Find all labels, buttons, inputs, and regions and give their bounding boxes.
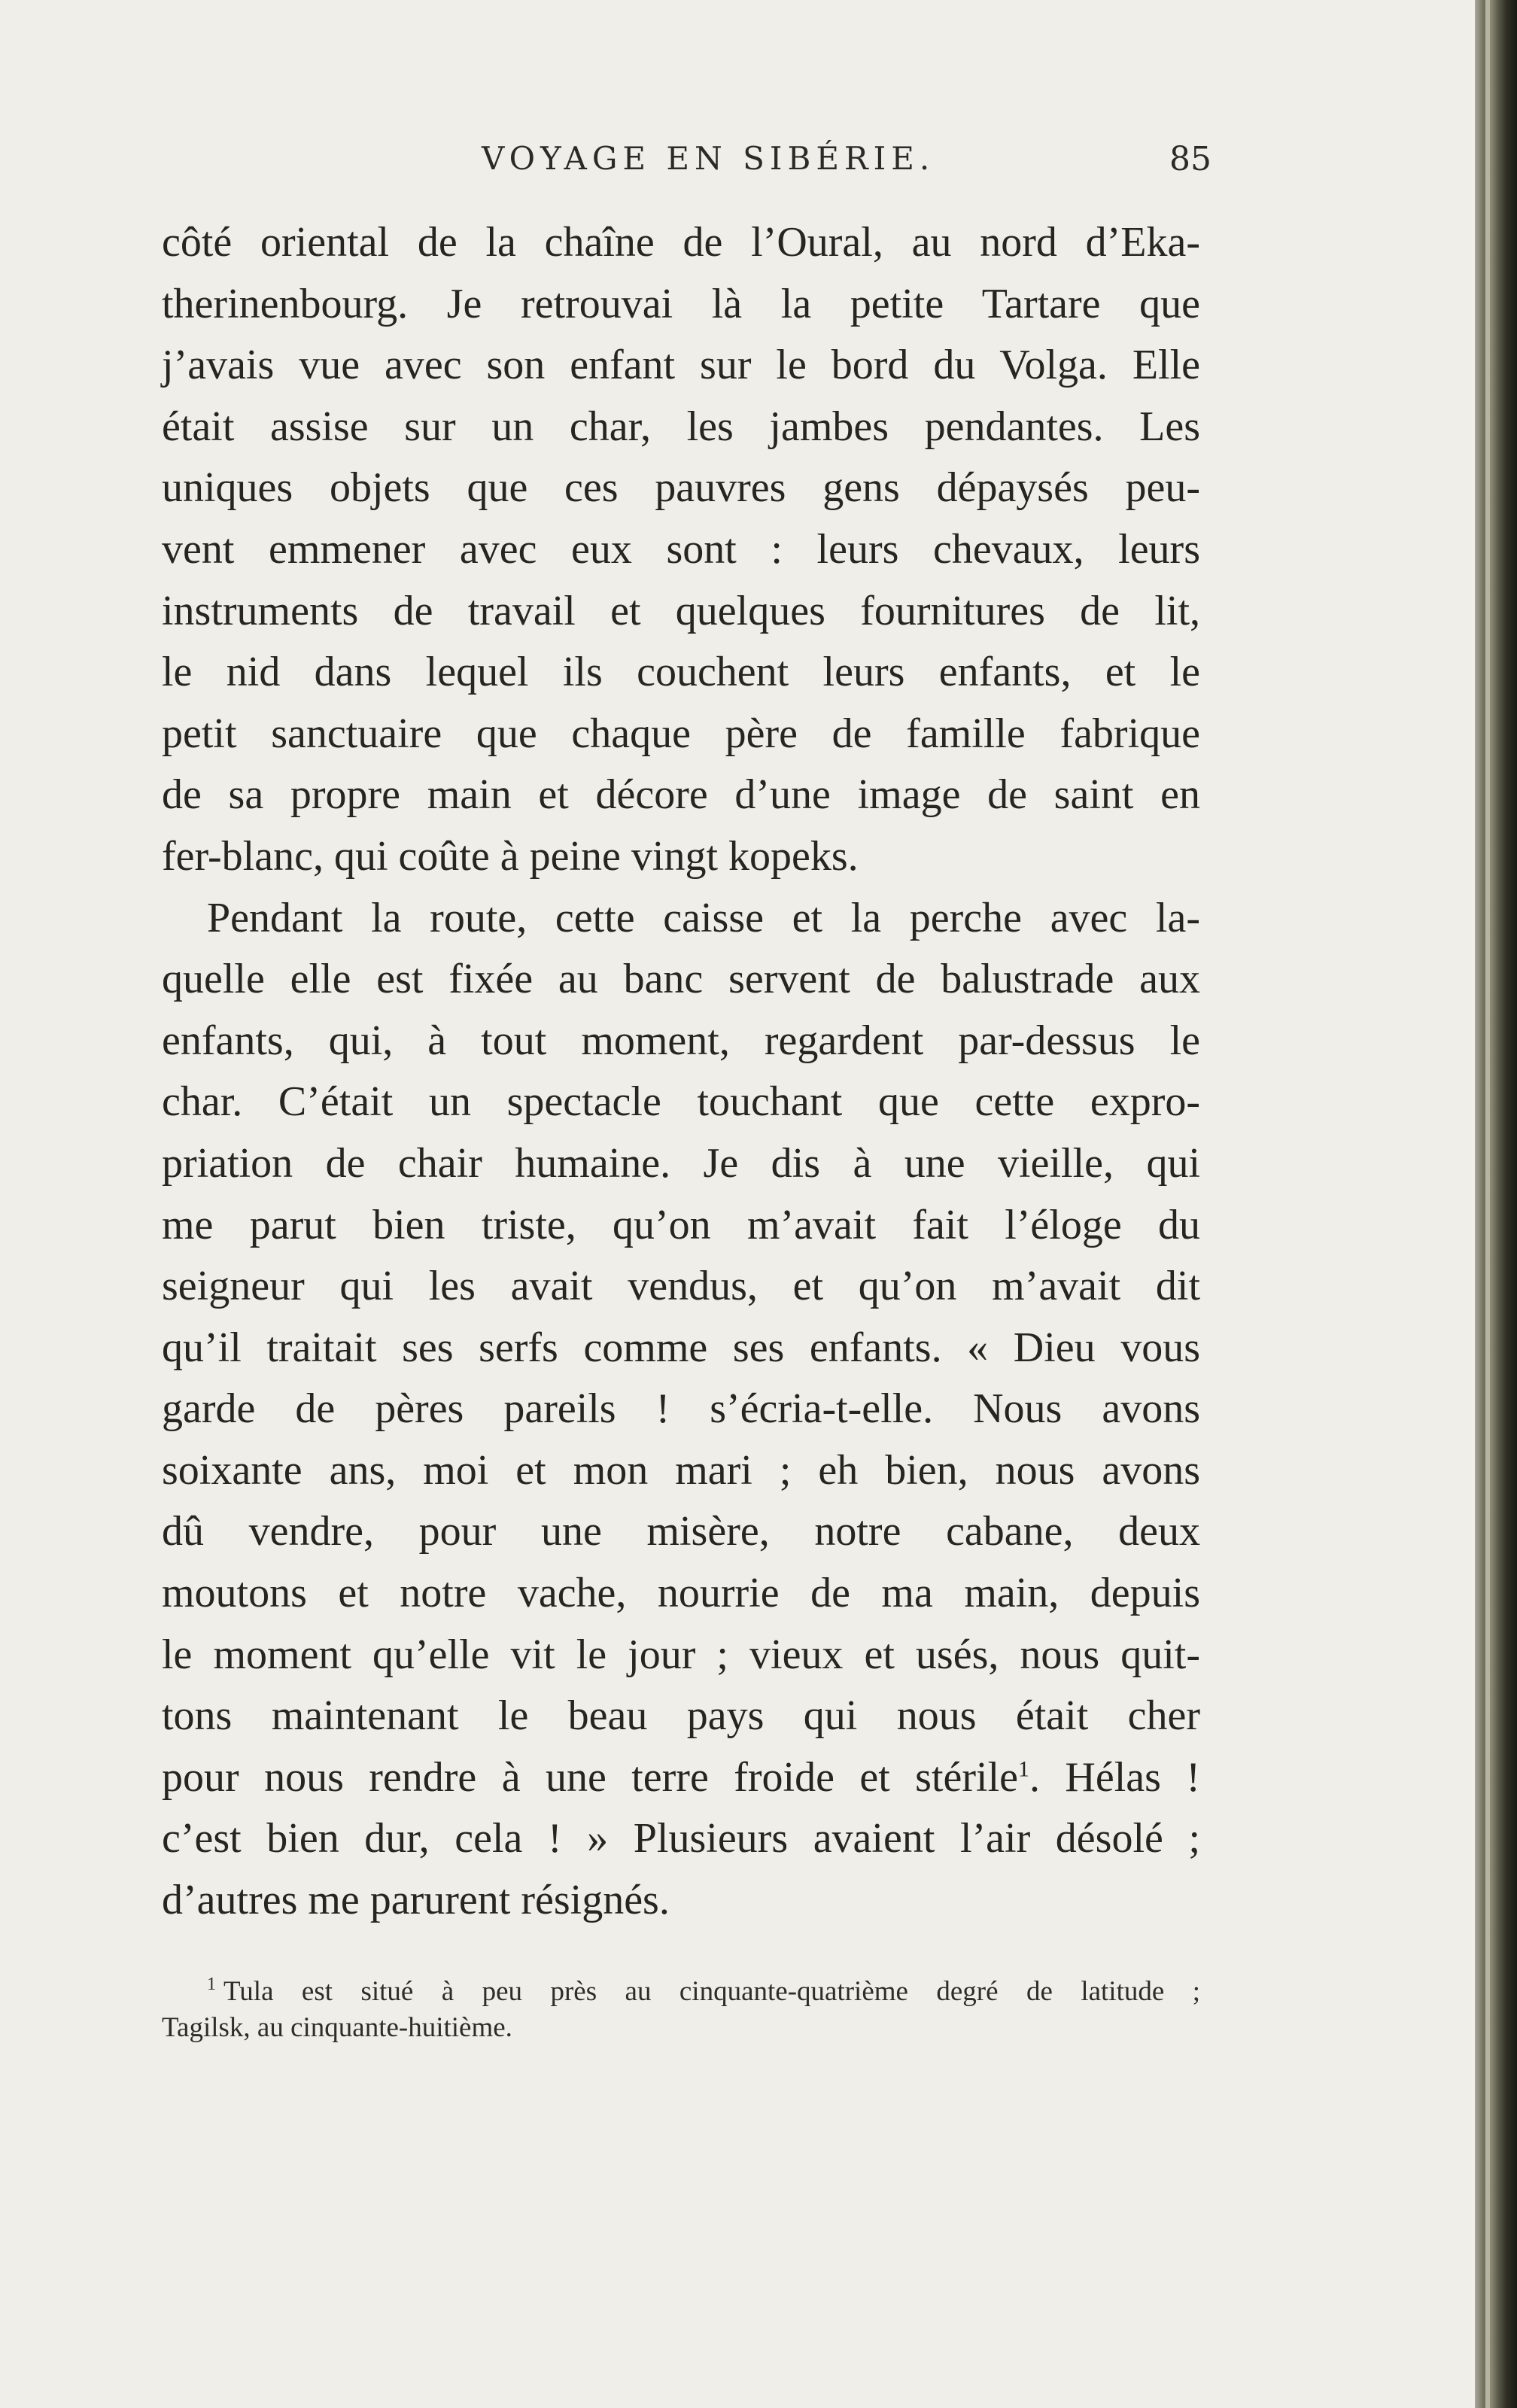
text-line: était assise sur un char, les jambes pendantes. Les [162,403,1200,450]
text-line: vent emmener avec eux sont : leurs chevaux, leurs [162,525,1200,573]
footnote-line [162,1963,1200,2006]
text-line: me parut bien triste, qu’on m’avait fait l’éloge du [162,1201,1200,1248]
text-line: le moment qu’elle vit le jour ; vieux et usés, nous quit- [162,1631,1200,1678]
text-line: tons maintenant le beau pays qui nous était cher [162,1692,1200,1740]
book-binding-edge [1475,0,1517,2408]
text-line: priation de chair humaine. Je dis à une vieille, qui [162,1139,1200,1187]
text-line: instruments de travail et quelques fournitures de lit, [162,587,1200,634]
text-line: fer-blanc, qui coûte à peine vingt kopeks. [162,832,859,880]
text-line: seigneur qui les avait vendus, et qu’on m’avait dit [162,1263,1200,1310]
footnote-marker: 1 [207,1975,216,1994]
text-line: de sa propre main et décore d’une image de saint en [162,771,1200,819]
text-line: moutons et notre vache, nourrie de ma main, depuis [162,1570,1200,1617]
footnote-text: Tula est situé à peu près au cinquante-quatrième degré de latitude ; [223,1976,1200,2007]
text-line: qu’il traitait ses serfs comme ses enfants. « Dieu vous [162,1324,1200,1371]
text-line: garde de pères pareils ! s’écria-t-elle. Nous avons [162,1385,1200,1433]
text-line: d’autres me parurent résignés. [162,1877,670,1924]
text-line: uniques objets que ces pauvres gens dépaysés peu- [162,464,1200,512]
running-title: VOYAGE EN SIBÉRIE. [482,140,935,177]
text-line: dû vendre, pour une misère, notre cabane, deux [162,1508,1200,1555]
body-text [162,212,1200,1932]
text-line-with-footnote-ref [162,1747,1200,1809]
text-line-end: . Hélas ! [1029,1753,1200,1801]
footnote-reference: 1 [1018,1756,1030,1782]
text-line: j’avais vue avec son enfant sur le bord du Volga. Elle [162,342,1200,389]
text-line: petit sanctuaire que chaque père de famille fabrique [162,710,1200,757]
footnote-line: Tagilsk, au cinquante-huitième. [162,2012,512,2043]
text-line: quelle elle est fixée au banc servent de balustrade aux [162,956,1200,1003]
text-line: therinenbourg. Je retrouvai là la petite Tartare que [162,280,1200,327]
running-head [158,135,1211,203]
binding-stripe [1485,0,1490,2408]
page-number: 85 [1169,140,1211,178]
text-line-start: pour nous rendre à une terre froide et stérile [162,1753,1019,1801]
text-line: enfants, qui, à tout moment, regardent par-dessus le [162,1017,1200,1064]
text-line: c’est bien dur, cela ! » Plusieurs avaient l’air désolé ; [162,1815,1200,1862]
text-line: le nid dans lequel ils couchent leurs enfants, et le [162,649,1200,696]
text-line: soixante ans, moi et mon mari ; eh bien, nous avons [162,1446,1200,1494]
text-line: côté oriental de la chaîne de l’Oural, au nord d’Eka- [162,219,1200,266]
text-line: Pendant la route, cette caisse et la perche avec la- [207,894,1200,941]
text-line: char. C’était un spectacle touchant que cette expro- [162,1078,1200,1126]
footnotes [162,1963,1200,2050]
